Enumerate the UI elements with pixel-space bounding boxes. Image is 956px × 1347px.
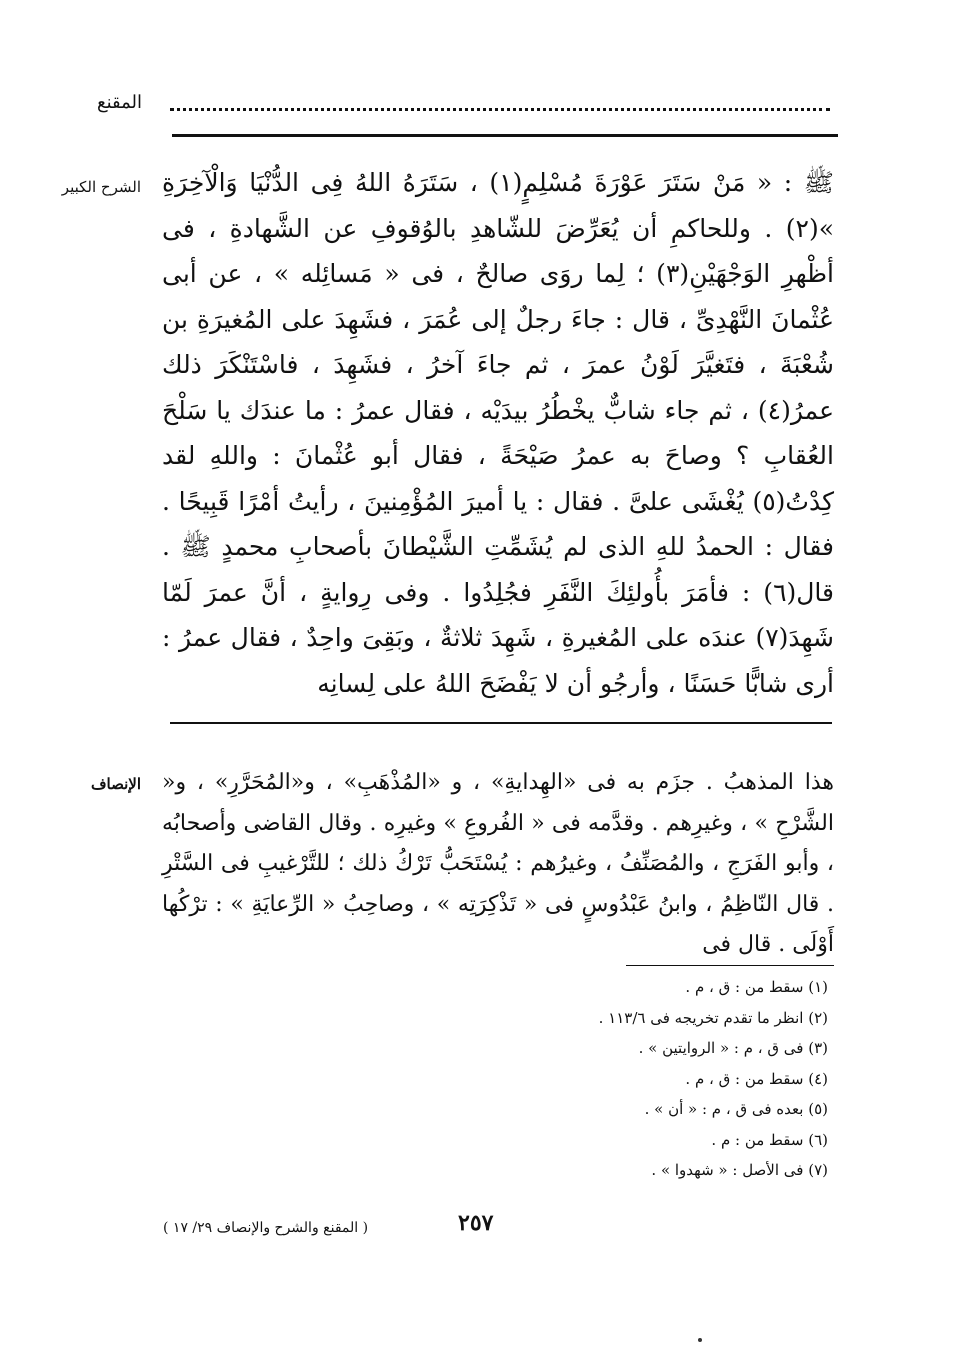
sharh-main-text: ﷺ : « مَنْ سَتَرَ عَوْرَةَ مُسْلِمٍ(١) ، سَتَرَهُ اللهُ فِى الدُّنْيَا وَالْآخِرَةِ »(٢) . وللحاكمِ أن يُعَرِّضَ للشّاهدِ بالوُقوفِ عن الشَّهادةِ ، فى أظْهرِ الوَجْهَيْنِ(٣) ؛ لِما روَى صالحٌ ، فى « مَسائِله » ، عن أبى عُثْمانَ النَّهْدِىِّ ، قال : جاءَ رجلٌ إلى عُمَرَ ، فشَهِدَ على المُغيرَةِ بن شُعْبَةَ ، فتَغيَّرَ لَوْنُ عمرَ ، ثم جاءَ آخرُ ، فشَهِدَ ، فاسْتَنْكَرَ ذلك عمرُ(٤) ، ثم جاء شابٌّ يخْطُرُ بيدَيْه ، فقال عمرُ : ما عندَك يا سَلْحَ العُقابِ ؟ وصاحَ به عمرُ صَيْحَةً ، فقال أبو عُثْمانَ : واللهِ لقد كِدْتُ(٥) يُغْشَى علىَّ . فقال : يا أميرَ المُؤْمِنينَ ، رأيتُ أمْرًا قَبِيحًا . فقال : الحمدُ للهِ الذى لم يُشَمِّتِ الشَّيْطانَ بأصحابِ محمدٍ ﷺ . قال(٦) : فأمَرَ بأُولئِكَ النَّفَرِ فجُلِدُوا . وفى رِوايةٍ ، أنَّ عمرَ لَمّا شَهِدَ(٧) عندَه على المُغيرةِ ، شَهِدَ ثلاثةٌ ، وبَقِىَ واحِدٌ ، فقال عمرُ : أرى شابًّا حَسَنًا ، وأرجُو أن لا يَفْضَحَ اللهُ على لِسانِه	[162, 168, 834, 698]
volume-reference: ( المقنع والشرح والإنصاف ٢٩/ ١٧ )	[163, 1220, 369, 1236]
header-dotted-leader	[170, 96, 830, 111]
footnote-5: (٥) بعده فى ق ، م : « أن » .	[644, 1100, 828, 1118]
section-label-insaf: الإنصاف	[90, 775, 141, 793]
section-label-sharh: الشرح الكبير	[61, 178, 141, 196]
header-rule	[172, 134, 838, 137]
footnote-3: (٣) فى ق ، م : « الروايتين » .	[638, 1039, 828, 1057]
insaf-text: هذا المذهبُ . جزَم به فى «الهِدايةِ» ، و «المُذْهَبِ» ، و«المُحَرَّرِ» ، و« الشَّرْحِ » ، وغيرِهم . وقدَّمه فى « الفُروعِ » وغيرِه . وقال القاضى وأصحابُه ، وأبو الفَرَجِ ، والمُصَنِّفُ ، وغيرُهم : يُسْتَحَبُّ تَرْكُ ذلك ؛ للتَّرْغيبِ فى السَّتْرِ . قال النّاظِمُ ، وابنُ عَبْدُوسٍ فى « تَذْكِرَتِه » ، وصاحِبُ « الرِّعايَةِ » : ترْكُها أَوْلَى . قال فى	[162, 770, 834, 957]
footnote-7: (٧) فى الأصل : « شهدوا » .	[651, 1161, 828, 1179]
running-header-title: المقنع	[96, 92, 142, 113]
page-number: ٢٥٧	[458, 1210, 494, 1236]
section-divider	[170, 722, 832, 724]
footnote-2: (٢) انظر ما تقدم تخريجه فى ١١٣/٦ .	[598, 1008, 828, 1027]
footnote-1: (١) سقط من : ق ، م .	[685, 978, 828, 996]
footnotes-list	[448, 972, 828, 1186]
print-mark	[698, 1338, 702, 1342]
footnote-rule	[626, 965, 834, 966]
footnote-4: (٤) سقط من : ق ، م .	[685, 1069, 828, 1088]
footnote-6: (٦) سقط من : م .	[711, 1130, 828, 1149]
